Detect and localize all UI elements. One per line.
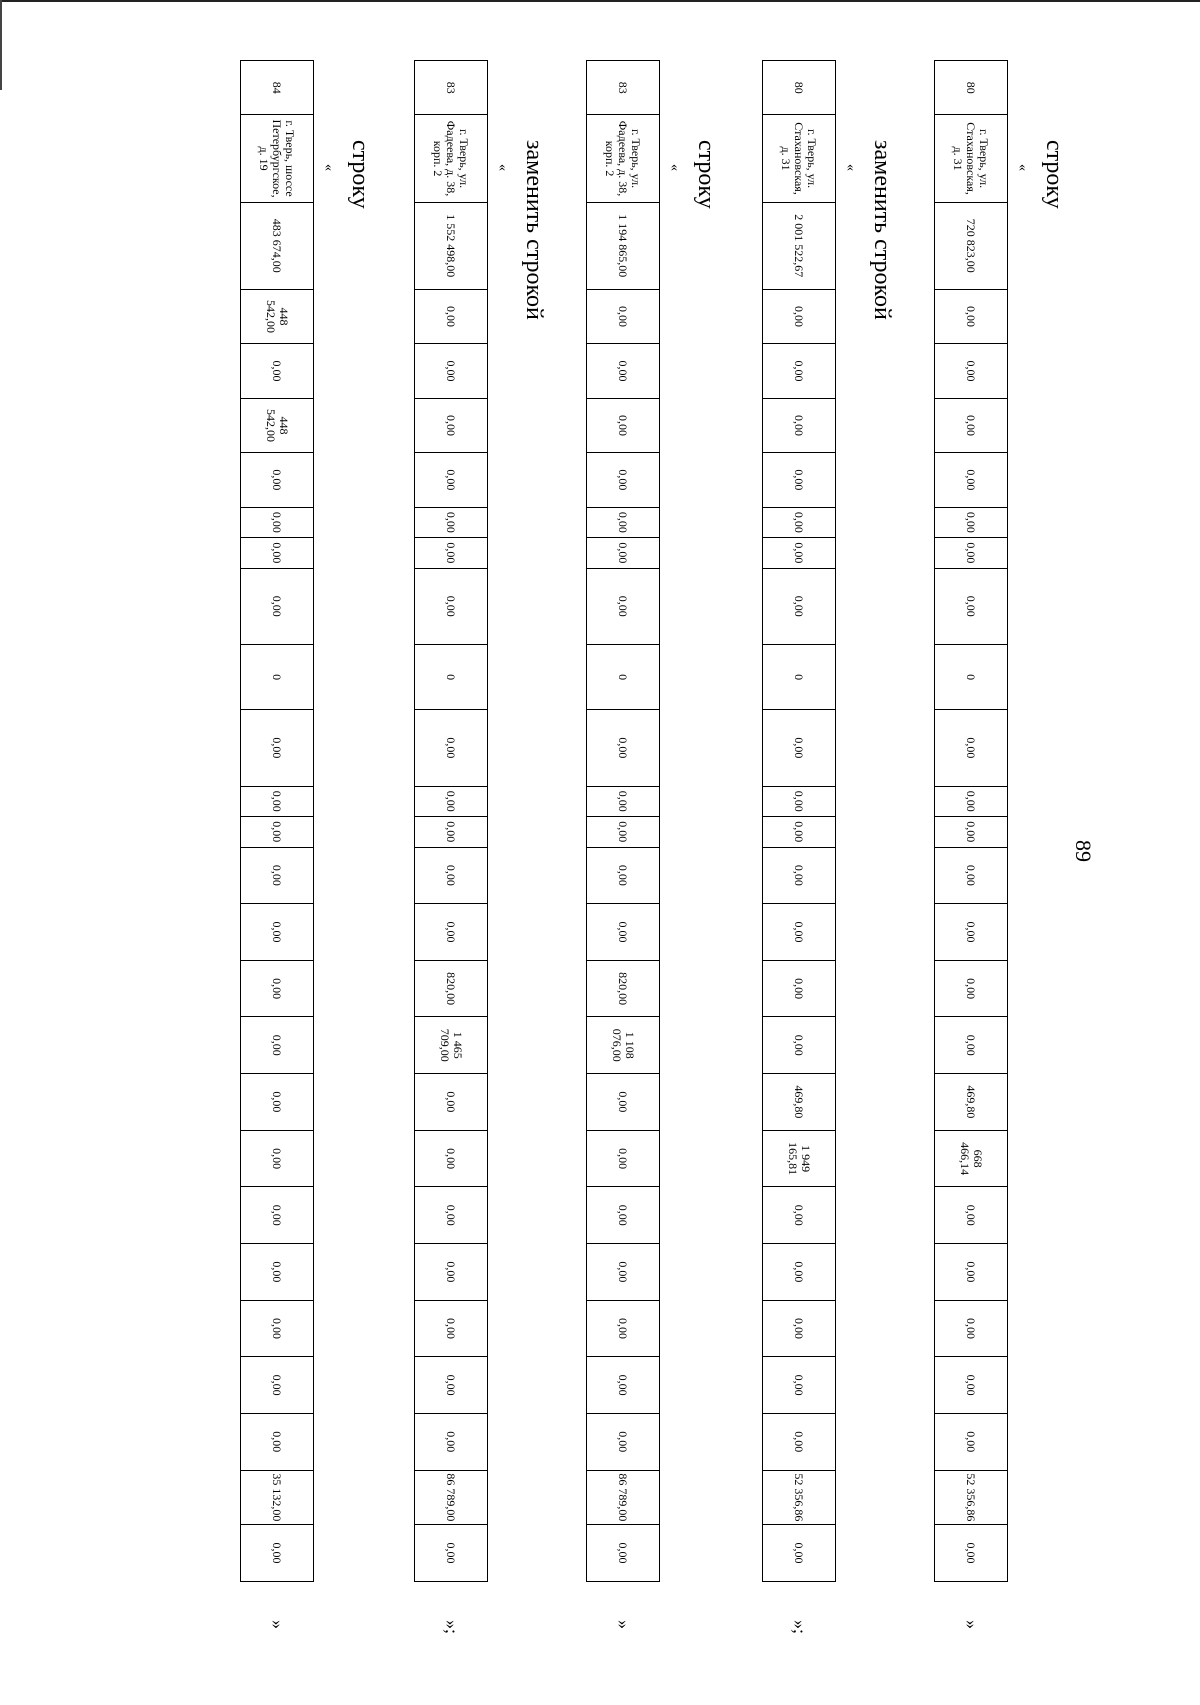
value-cell: 0,00 [763, 568, 836, 644]
value-cell: 0,00 [763, 1244, 836, 1301]
value-cell: 0,00 [763, 344, 836, 398]
value-cell: 0,00 [763, 1017, 836, 1074]
value-cell: 0,00 [241, 1187, 314, 1244]
data-table [934, 60, 1008, 1582]
value-cell: 0,00 [415, 1413, 488, 1470]
value-cell: 0,00 [935, 710, 1008, 786]
value-cell: 0,00 [587, 1074, 660, 1131]
value-cell: 0,00 [763, 817, 836, 848]
value-cell: 0,00 [241, 1017, 314, 1074]
value-cell: 1 465 709,00 [415, 1017, 488, 1074]
value-cell: 0,00 [935, 786, 1008, 817]
value-cell: 0,00 [763, 904, 836, 961]
value-cell: 0,00 [241, 1130, 314, 1187]
value-cell: 0,00 [935, 1300, 1008, 1357]
value-cell: 0,00 [241, 453, 314, 507]
value-cell: 0,00 [587, 568, 660, 644]
value-cell: 0,00 [763, 453, 836, 507]
close-quote: »; [442, 1620, 462, 1635]
value-cell: 52 356,86 [935, 1470, 1008, 1524]
data-table [240, 60, 314, 1582]
value-cell: 0,00 [241, 1244, 314, 1301]
value-cell: 0,00 [935, 1187, 1008, 1244]
open-quote: « [321, 164, 336, 171]
value-cell: 0,00 [935, 1413, 1008, 1470]
value-cell: 0,00 [935, 1017, 1008, 1074]
page-number: 89 [1071, 840, 1096, 862]
value-cell: 0,00 [935, 960, 1008, 1017]
value-cell: 0,00 [241, 1525, 314, 1582]
value-cell: 0,00 [587, 344, 660, 398]
value-cell: 0,00 [415, 847, 488, 904]
value-cell: 0,00 [587, 1130, 660, 1187]
value-cell: 0,00 [587, 1300, 660, 1357]
value-cell: 0,00 [935, 538, 1008, 569]
amendment-label: строку [347, 140, 373, 209]
value-cell: 86 789,00 [415, 1470, 488, 1524]
open-quote: « [495, 164, 510, 171]
value-cell: 0,00 [587, 1525, 660, 1582]
row-number-cell: 80 [935, 61, 1008, 115]
value-cell: 820,00 [587, 960, 660, 1017]
row-number-cell: 80 [763, 61, 836, 115]
value-cell: 0,00 [587, 538, 660, 569]
address-cell: г. Тверь, шоссе Петербургское, д. 19 [241, 115, 314, 202]
amendment-label: строку [1041, 140, 1067, 209]
value-cell: 0,00 [415, 507, 488, 538]
value-cell: 0,00 [241, 1413, 314, 1470]
value-cell: 0,00 [241, 1357, 314, 1414]
value-cell: 0,00 [763, 786, 836, 817]
table-row [241, 61, 314, 1582]
value-cell: 0,00 [587, 817, 660, 848]
value-cell: 0,00 [935, 344, 1008, 398]
value-cell: 0,00 [587, 453, 660, 507]
value-cell: 0,00 [763, 289, 836, 343]
value-cell: 0 [587, 644, 660, 709]
value-cell: 0,00 [935, 1525, 1008, 1582]
value-cell: 448 542,00 [241, 398, 314, 452]
value-cell: 1 949 165,81 [763, 1130, 836, 1187]
value-cell: 0,00 [587, 507, 660, 538]
value-cell: 0,00 [415, 1187, 488, 1244]
value-cell: 0,00 [763, 398, 836, 452]
value-cell: 0,00 [241, 817, 314, 848]
value-cell: 0,00 [763, 710, 836, 786]
value-cell: 0,00 [763, 538, 836, 569]
value-cell: 0,00 [935, 904, 1008, 961]
value-cell: 0,00 [415, 710, 488, 786]
value-cell: 0,00 [241, 507, 314, 538]
data-table [586, 60, 660, 1582]
value-cell: 0,00 [415, 1300, 488, 1357]
value-cell: 0,00 [241, 1074, 314, 1131]
value-cell: 86 789,00 [587, 1470, 660, 1524]
close-quote: »; [790, 1620, 810, 1635]
value-cell: 0,00 [241, 847, 314, 904]
open-quote: « [1015, 164, 1030, 171]
scan-border-top [0, 0, 1200, 2]
value-cell: 0,00 [415, 1074, 488, 1131]
data-table [762, 60, 836, 1582]
table-row [415, 61, 488, 1582]
value-cell: 0,00 [935, 1357, 1008, 1414]
value-cell: 469,80 [763, 1074, 836, 1131]
value-cell: 720 823,00 [935, 202, 1008, 289]
address-cell: г. Тверь, ул. Стахановская, д. 31 [935, 115, 1008, 202]
value-cell: 0,00 [935, 1244, 1008, 1301]
value-cell: 0,00 [935, 847, 1008, 904]
value-cell: 0,00 [241, 1300, 314, 1357]
value-cell: 0,00 [415, 1357, 488, 1414]
value-cell: 0,00 [415, 904, 488, 961]
value-cell: 0,00 [241, 568, 314, 644]
value-cell: 0,00 [587, 1244, 660, 1301]
value-cell: 0,00 [763, 1187, 836, 1244]
row-number-cell: 83 [415, 61, 488, 115]
value-cell: 0,00 [935, 817, 1008, 848]
value-cell: 668 466,14 [935, 1130, 1008, 1187]
value-cell: 52 356,86 [763, 1470, 836, 1524]
value-cell: 0,00 [587, 847, 660, 904]
value-cell: 1 552 498,00 [415, 202, 488, 289]
value-cell: 0,00 [241, 710, 314, 786]
amendment-label: заменить строкой [521, 140, 547, 320]
value-cell: 35 132,00 [241, 1470, 314, 1524]
value-cell: 448 542,00 [241, 289, 314, 343]
value-cell: 0,00 [763, 1357, 836, 1414]
amendment-label: заменить строкой [869, 140, 895, 320]
value-cell: 0,00 [763, 507, 836, 538]
value-cell: 1 108 076,00 [587, 1017, 660, 1074]
value-cell: 0,00 [415, 1525, 488, 1582]
close-quote: » [268, 1620, 288, 1629]
value-cell: 0,00 [241, 960, 314, 1017]
amendment-block [724, 60, 896, 1640]
open-quote: « [667, 164, 682, 171]
value-cell: 1 194 865,00 [587, 202, 660, 289]
value-cell: 0,00 [763, 1525, 836, 1582]
value-cell: 0,00 [415, 453, 488, 507]
value-cell: 820,00 [415, 960, 488, 1017]
table-row [935, 61, 1008, 1582]
value-cell: 0,00 [241, 344, 314, 398]
value-cell: 0,00 [935, 453, 1008, 507]
value-cell: 0,00 [415, 398, 488, 452]
open-quote: « [843, 164, 858, 171]
value-cell: 0,00 [241, 538, 314, 569]
close-quote: » [614, 1620, 634, 1629]
value-cell: 483 674,00 [241, 202, 314, 289]
table-row [587, 61, 660, 1582]
value-cell: 0,00 [587, 1187, 660, 1244]
value-cell: 0,00 [415, 344, 488, 398]
value-cell: 2 001 522,67 [763, 202, 836, 289]
value-cell: 0,00 [587, 398, 660, 452]
value-cell: 0,00 [415, 1244, 488, 1301]
value-cell: 0,00 [587, 1357, 660, 1414]
amendment-label: строку [693, 140, 719, 209]
value-cell: 0,00 [763, 1300, 836, 1357]
value-cell: 0,00 [415, 1130, 488, 1187]
value-cell: 0,00 [415, 538, 488, 569]
value-cell: 0 [241, 644, 314, 709]
value-cell: 0,00 [241, 786, 314, 817]
row-number-cell: 83 [587, 61, 660, 115]
value-cell: 0 [935, 644, 1008, 709]
value-cell: 0,00 [763, 960, 836, 1017]
value-cell: 469,80 [935, 1074, 1008, 1131]
value-cell: 0,00 [415, 786, 488, 817]
value-cell: 0 [415, 644, 488, 709]
row-number-cell: 84 [241, 61, 314, 115]
value-cell: 0 [763, 644, 836, 709]
value-cell: 0,00 [935, 507, 1008, 538]
value-cell: 0,00 [763, 1413, 836, 1470]
value-cell: 0,00 [587, 1413, 660, 1470]
value-cell: 0,00 [587, 289, 660, 343]
value-cell: 0,00 [587, 710, 660, 786]
table-row [763, 61, 836, 1582]
value-cell: 0,00 [763, 847, 836, 904]
address-cell: г. Тверь, ул. Фадеева, д. 38, корп. 2 [587, 115, 660, 202]
value-cell: 0,00 [241, 904, 314, 961]
value-cell: 0,00 [415, 289, 488, 343]
rotated-content [100, 60, 1100, 1640]
value-cell: 0,00 [415, 817, 488, 848]
value-cell: 0,00 [587, 904, 660, 961]
amendment-block [896, 60, 1068, 1640]
value-cell: 0,00 [935, 568, 1008, 644]
value-cell: 0,00 [587, 786, 660, 817]
scan-border-left [0, 0, 2, 90]
data-table [414, 60, 488, 1582]
close-quote: » [962, 1620, 982, 1629]
amendment-block [202, 60, 374, 1640]
value-cell: 0,00 [415, 568, 488, 644]
address-cell: г. Тверь, ул. Фадеева, д. 38, корп. 2 [415, 115, 488, 202]
amendment-block [548, 60, 720, 1640]
amendment-block [376, 60, 548, 1640]
value-cell: 0,00 [935, 398, 1008, 452]
value-cell: 0,00 [935, 289, 1008, 343]
address-cell: г. Тверь, ул. Стахановская, д. 31 [763, 115, 836, 202]
